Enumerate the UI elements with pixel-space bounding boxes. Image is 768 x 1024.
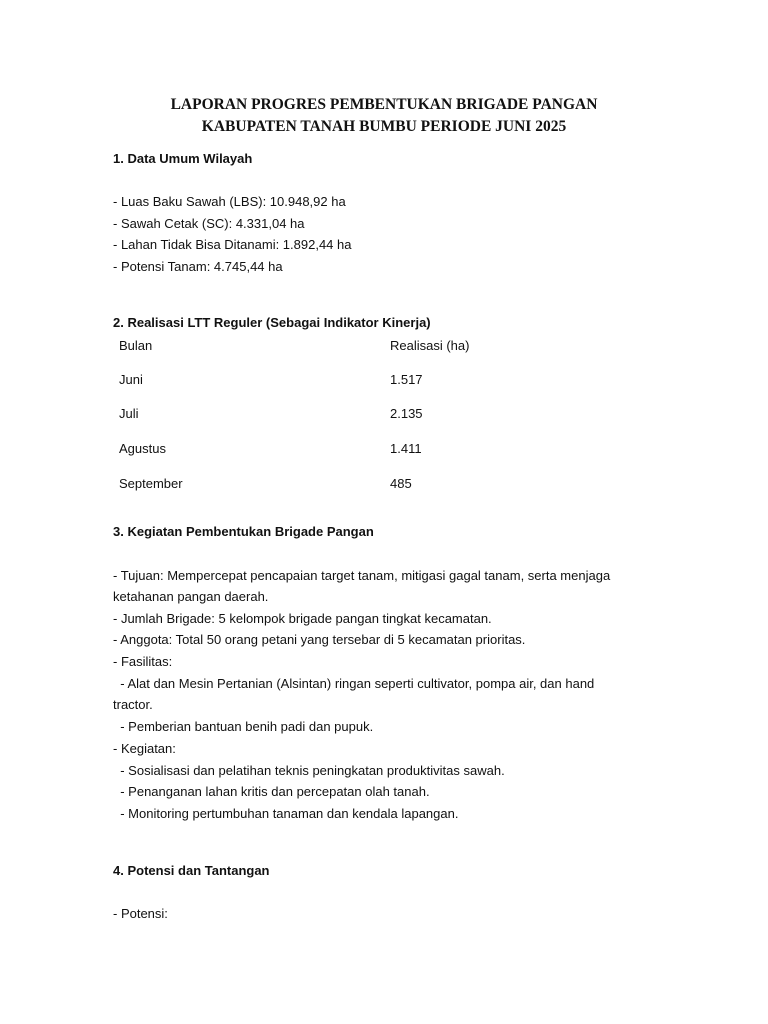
section-1-heading: 1. Data Umum Wilayah xyxy=(113,151,253,166)
table-header-bulan: Bulan xyxy=(119,338,153,353)
section-3-line: - Penanganan lahan kritis dan percepatan olah tanah. xyxy=(113,784,430,799)
section-3-line: - Alat dan Mesin Pertanian (Alsintan) ringan seperti cultivator, pompa air, dan hand xyxy=(113,676,595,691)
report-title-line-1: LAPORAN PROGRES PEMBENTUKAN BRIGADE PANGAN xyxy=(170,96,598,113)
section-3-heading: 3. Kegiatan Pembentukan Brigade Pangan xyxy=(113,524,374,539)
section-1-item: - Lahan Tidak Bisa Ditanami: 1.892,44 ha xyxy=(113,237,352,252)
section-4-heading: 4. Potensi dan Tantangan xyxy=(113,863,270,878)
table-cell-realisasi: 1.411 xyxy=(390,441,422,456)
section-3-line: - Pemberian bantuan benih padi dan pupuk. xyxy=(113,719,374,734)
report-title-line-2: KABUPATEN TANAH BUMBU PERIODE JUNI 2025 xyxy=(201,118,567,135)
section-3-line: ketahanan pangan daerah. xyxy=(113,589,269,604)
table-cell-bulan: Agustus xyxy=(119,441,166,456)
table-cell-realisasi: 1.517 xyxy=(390,372,423,387)
section-3-line: tractor. xyxy=(113,697,153,712)
section-3-line: - Anggota: Total 50 orang petani yang tersebar di 5 kecamatan prioritas. xyxy=(113,632,526,647)
table-cell-bulan: Juli xyxy=(119,406,139,421)
section-3-line: - Kegiatan: xyxy=(113,741,176,756)
section-3-line: - Jumlah Brigade: 5 kelompok brigade pangan tingkat kecamatan. xyxy=(113,611,492,626)
section-4-line: - Potensi: xyxy=(113,906,168,921)
table-cell-bulan: Juni xyxy=(119,372,143,387)
section-3-line: - Tujuan: Mempercepat pencapaian target tanam, mitigasi gagal tanam, serta menjaga xyxy=(113,568,611,583)
table-cell-realisasi: 485 xyxy=(390,476,412,491)
table-cell-realisasi: 2.135 xyxy=(390,406,423,421)
table-cell-bulan: September xyxy=(119,476,183,491)
section-1-item: - Potensi Tanam: 4.745,44 ha xyxy=(113,259,283,274)
section-1-item: - Sawah Cetak (SC): 4.331,04 ha xyxy=(113,216,305,231)
section-1-item: - Luas Baku Sawah (LBS): 10.948,92 ha xyxy=(113,194,346,209)
table-header-realisasi: Realisasi (ha) xyxy=(390,338,470,353)
section-2-heading: 2. Realisasi LTT Reguler (Sebagai Indikator Kinerja) xyxy=(113,315,431,330)
section-3-line: - Monitoring pertumbuhan tanaman dan kendala lapangan. xyxy=(113,806,459,821)
section-3-line: - Fasilitas: xyxy=(113,654,173,669)
section-3-line: - Sosialisasi dan pelatihan teknis peningkatan produktivitas sawah. xyxy=(113,763,505,778)
